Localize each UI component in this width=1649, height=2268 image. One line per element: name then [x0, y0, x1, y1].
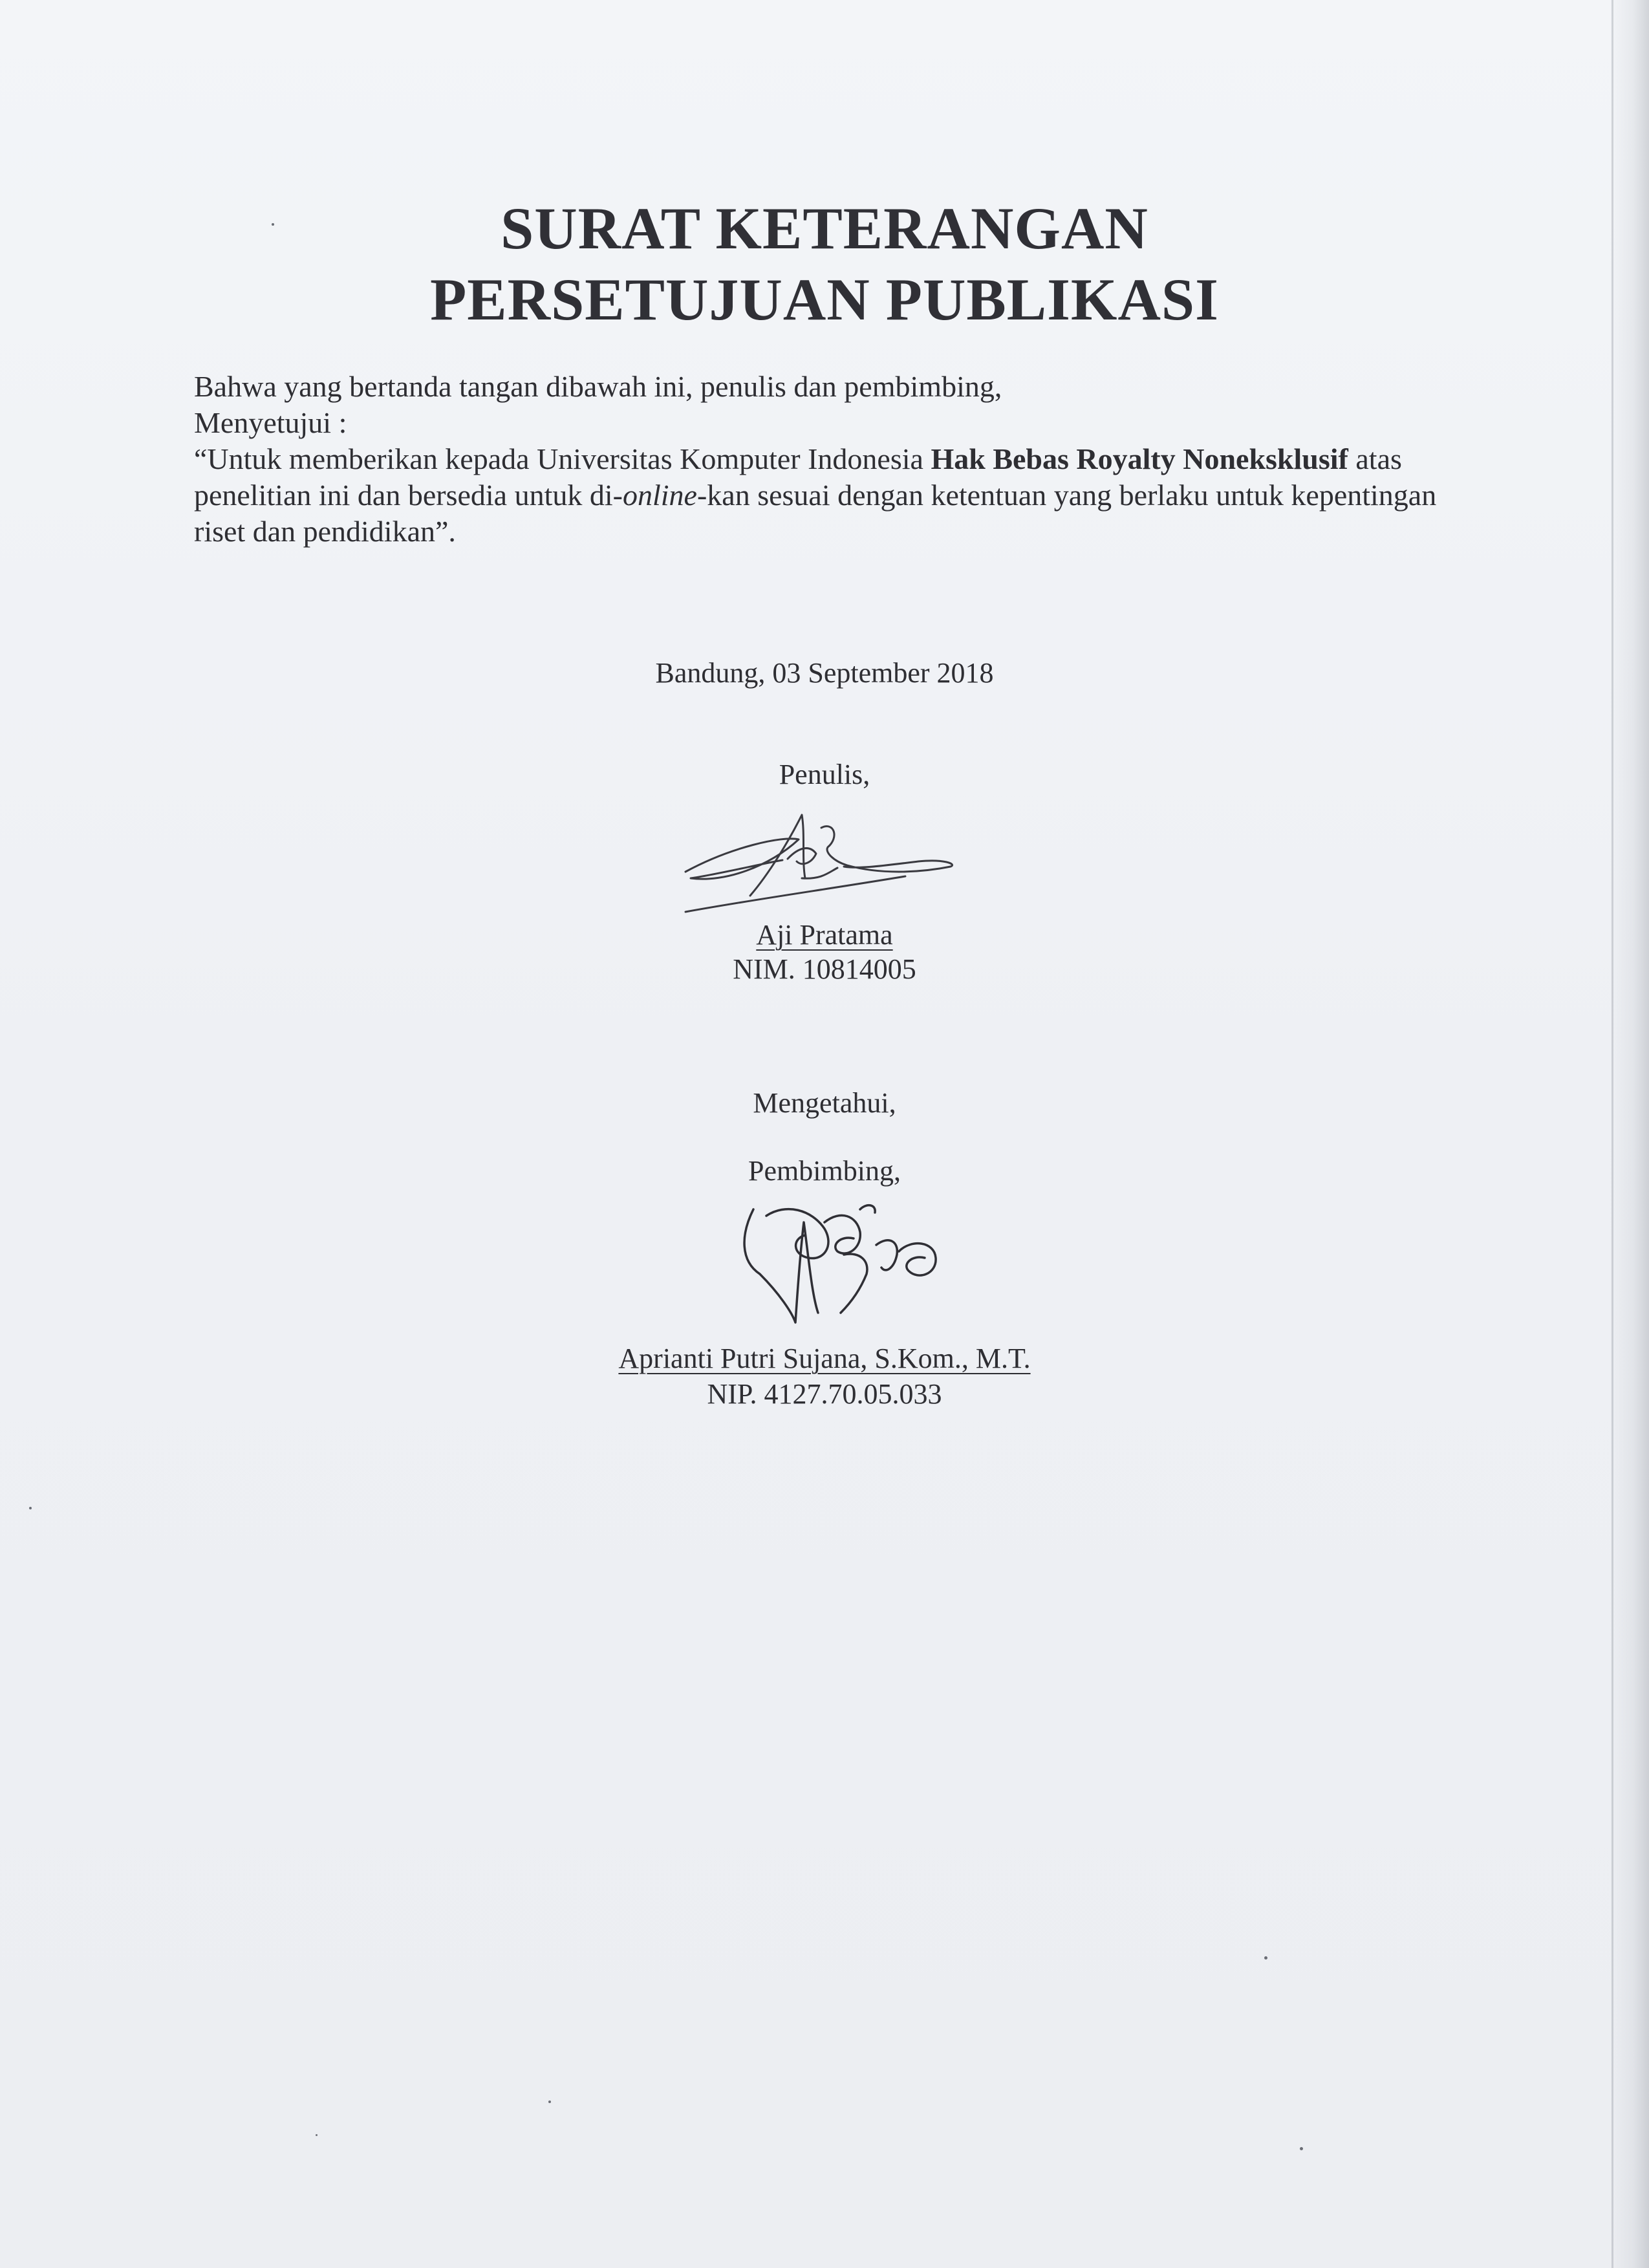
statement-italic-text: online: [622, 479, 697, 512]
scan-speck: [272, 223, 274, 226]
author-name: Aji Pratama: [756, 919, 893, 951]
statement-text-2: atas penelitian ini dan bersedia untuk di-: [194, 442, 1402, 512]
statement-text-3: -kan sesuai dengan ketentuan yang berlaku untuk kepentingan riset dan pendidikan”.: [194, 479, 1437, 548]
scan-speck: [548, 2101, 551, 2103]
acknowledge-label: Mengetahui,: [753, 1087, 896, 1119]
scan-speck: [29, 1507, 32, 1509]
supervisor-nip: NIP. 4127.70.05.033: [707, 1378, 942, 1410]
intro-line-2: Menyetujui :: [194, 406, 347, 439]
author-nim: NIM. 10814005: [733, 953, 916, 985]
author-signature: [673, 802, 970, 925]
scan-speck: [316, 2134, 318, 2136]
scan-speck: [1300, 2147, 1303, 2150]
supervisor-role: Pembimbing,: [748, 1155, 901, 1187]
statement-paragraph: [194, 441, 1461, 550]
page-edge-shadow: [1610, 0, 1649, 2268]
document-title-line-1: SURAT KETERANGAN: [501, 195, 1148, 261]
statement-bold-text: Hak Bebas Royalty Noneksklusif: [931, 442, 1348, 475]
author-role: Penulis,: [779, 759, 870, 790]
supervisor-signature: [727, 1183, 960, 1332]
scan-speck: [1264, 1956, 1267, 1960]
document-title-line-2: PERSETUJUAN PUBLIKASI: [430, 266, 1219, 332]
statement-text-1: “Untuk memberikan kepada Universitas Komputer Indonesia: [194, 442, 931, 475]
intro-line-1: Bahwa yang bertanda tangan dibawah ini, penulis dan pembimbing,: [194, 370, 1002, 403]
supervisor-name: Aprianti Putri Sujana, S.Kom., M.T.: [618, 1343, 1031, 1374]
page-edge-line: [1611, 0, 1613, 2268]
place-date: Bandung, 03 September 2018: [655, 657, 994, 689]
